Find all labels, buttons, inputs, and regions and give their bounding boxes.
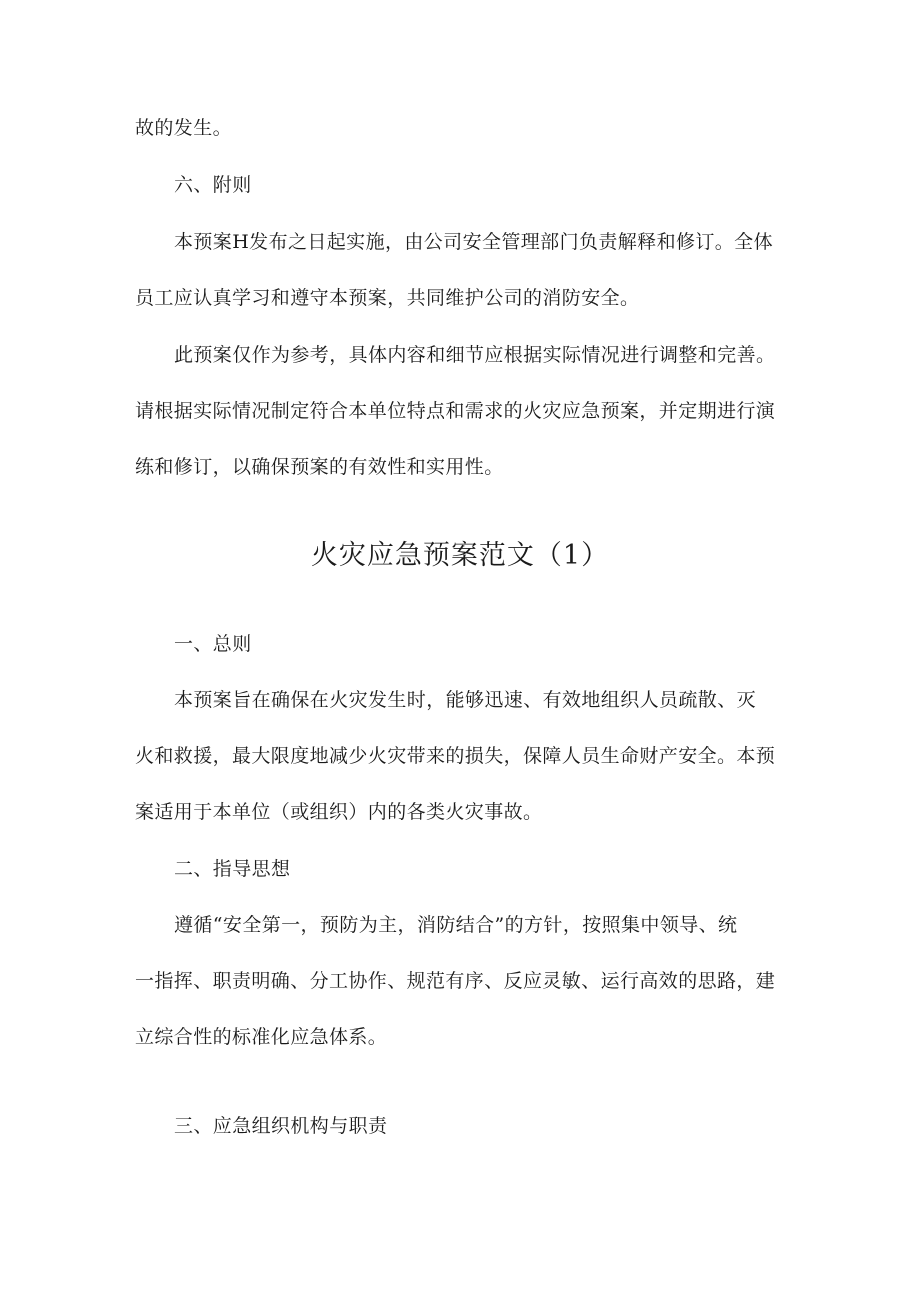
- continuation-line: 故的发生。: [135, 117, 233, 139]
- heading-guiding-ideology: 二、指导思想: [174, 858, 291, 880]
- appendix-paragraph-1-line-2: 员工应认真学习和遵守本预案，共同维护公司的消防安全。: [135, 287, 640, 309]
- heading-general-principles: 一、总则: [174, 633, 252, 655]
- document-title: 火灾应急预案范文（1）: [310, 540, 610, 571]
- general-paragraph-line-2: 火和救援，最大限度地减少火灾带来的损失，保障人员生命财产安全。本预: [135, 745, 776, 767]
- general-paragraph-line-3: 案适用于本单位（或组织）内的各类火灾事故。: [135, 801, 543, 823]
- guiding-paragraph-line-3: 立综合性的标准化应急体系。: [135, 1026, 388, 1048]
- guiding-paragraph-line-2: 一指挥、职责明确、分工协作、规范有序、反应灵敏、运行高效的思路，建: [135, 970, 776, 992]
- appendix-paragraph-2-line-2: 请根据实际情况制定符合本单位特点和需求的火灾应急预案，并定期进行演: [135, 400, 776, 422]
- heading-emergency-organization: 三、应急组织机构与职责: [174, 1115, 388, 1137]
- general-paragraph-line-1: 本预案旨在确保在火灾发生时，能够迅速、有效地组织人员疏散、灭: [174, 689, 757, 711]
- appendix-paragraph-2-line-1: 此预案仅作为参考，具体内容和细节应根据实际情况进行调整和完善。: [174, 344, 776, 366]
- appendix-paragraph-1-line-1: 本预案H发布之日起实施，由公司安全管理部门负责解释和修订。全体: [174, 231, 773, 253]
- guiding-paragraph-line-1: 遵循“安全第一，预防为主，消防结合”的方针，按照集中领导、统: [174, 914, 738, 936]
- heading-appendix: 六、附则: [174, 174, 252, 196]
- appendix-paragraph-2-line-3: 练和修订，以确保预案的有效性和实用性。: [135, 456, 504, 478]
